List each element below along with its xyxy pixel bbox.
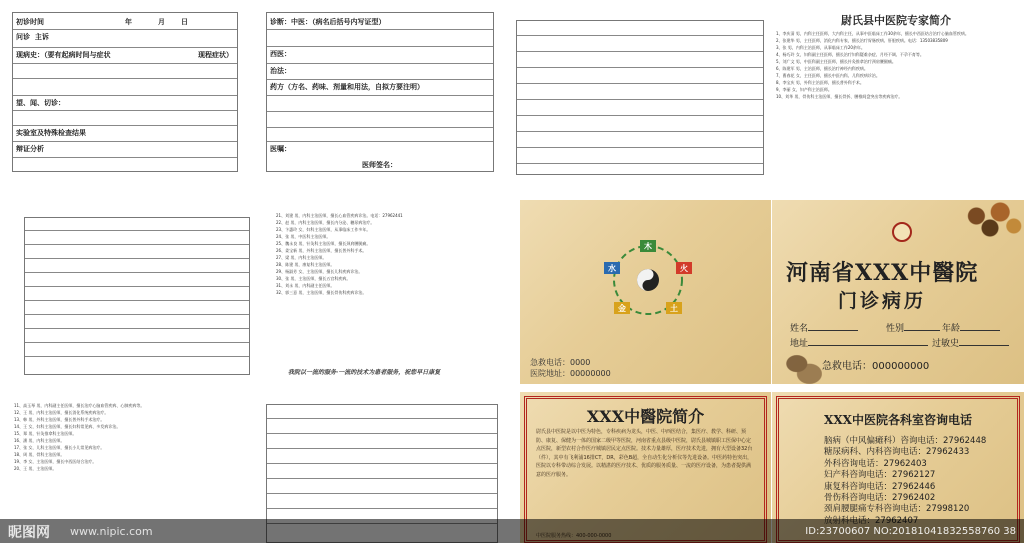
cover-title-2: 门诊病历	[838, 290, 927, 312]
middle-text-panel	[276, 212, 502, 380]
form-line	[13, 157, 237, 158]
diagnosis-form	[266, 12, 494, 172]
wuxing-node-earth	[666, 302, 682, 314]
dept-phone-item: 脑病（中风偏瘫科）咨询电话：27962448	[824, 436, 987, 446]
wuxing-label: 水	[608, 264, 616, 273]
first-visit-form	[12, 12, 238, 172]
line	[517, 51, 763, 52]
line	[517, 99, 763, 100]
lined-page-top	[516, 20, 764, 175]
dept-phone-list	[824, 436, 986, 527]
watermark-bar	[0, 519, 1024, 543]
dept-phone-item: 糖尿病科、内科咨询电话：27962433	[824, 447, 970, 458]
doctor-entry: 32、郭三意 男，主治医师，擅长骨伤科疾病诊治。	[276, 290, 367, 295]
name-field[interactable]	[790, 321, 858, 334]
line	[517, 147, 763, 148]
line	[25, 272, 249, 273]
cover-emergency-label: 急救电话：	[822, 361, 872, 372]
wuxing-node-wood	[640, 240, 656, 252]
doctor-entry: 28、陈建 男，康复科主治医师。	[276, 262, 335, 267]
watermark-logo: 昵图网	[8, 525, 50, 541]
doctor-entry: 18、周 男，骨科主治医师。	[14, 452, 65, 457]
doctor-list-2	[14, 403, 246, 472]
cover-right	[772, 200, 1024, 384]
expert-entry: 4、杨巧玲 女，妇科副主任医师，擅长治疗妇科疑难杂症、月经不调、不孕不育等。	[776, 52, 924, 57]
expert-entry: 7、曹春花 女，主任医师，擅长中医内科、儿科疾病诊治。	[776, 73, 880, 78]
hospital-intro-title: XXX中醫院简介	[586, 407, 705, 426]
watermark-site: www.nipic.com	[70, 525, 153, 538]
dept-phones-title: XXX中医院各科室咨询电话	[824, 413, 972, 427]
line	[267, 463, 497, 464]
dept-phone-item: 妇产科咨询电话：27962127	[824, 470, 936, 481]
doctor-entry: 23、卞惠玲 女，妇科主治医师，从事临床工作多年。	[276, 227, 371, 232]
doctor-entry: 14、王 女，妇科主治医师，擅长妇科常见病、多发病诊治。	[14, 424, 121, 429]
chief-complaint-label: 主诉	[34, 33, 49, 41]
wang-label: 望、闻、切诊：	[16, 99, 65, 107]
allergy-field[interactable]	[932, 336, 1009, 349]
cover-emergency-value: 000000000	[872, 361, 930, 372]
allergy-label: 过敏史	[932, 339, 960, 349]
doctor-entry: 20、王 男，主治医师。	[14, 466, 57, 471]
wuxing-label: 土	[670, 304, 678, 313]
emergency-row	[530, 357, 590, 368]
address-row	[530, 368, 611, 379]
doctor-entry: 17、张 女，儿科主治医师，擅长小儿常见病治疗。	[14, 445, 105, 450]
wuxing-node-fire	[676, 262, 692, 274]
doctor-entry: 29、杨淑芳 女，主治医师，擅长儿科疾病诊治。	[276, 269, 363, 274]
expert-entry: 2、张建华 男，主任医师，消化内科专家，擅长治疗胃肠疾病、肝胆疾病。电话：13503835809	[776, 38, 948, 43]
doctor-entry: 12、王 男，内科主治医师，擅长消化系统疾病治疗。	[14, 410, 109, 415]
prescription-label: 药方（方名、药味、剂量和用法，自拟方要注明）	[270, 83, 424, 91]
form-line	[267, 29, 493, 30]
hospital-intro-body: 尉氏县中医院是以中医为特色，专科疾病为龙头，中医、中西医结合，集医疗、教学、科研、预防、康复、保健为一体的国家二级甲等医院，河南省重点县级中医院，尉氏县城镇职工医保中心定点医院，新型农村合作医疗城镇居民定点医院。技术力量雄厚，医疗技术先进，拥有大型设备32台（件），其中有飞利浦16排CT，DR，彩色B超，全自动生化分析仪等先进设备。中医药特色突出，医院以专科带动综合发展。以精湛的医疗技术、优质的服务质量、一流的医疗设备，为患者提供满意的医疗服务。	[536, 429, 753, 478]
doctor-entry: 15、郑 男，针灸推拿科主治医师。	[14, 431, 77, 436]
cover-emergency-row	[822, 357, 929, 372]
line	[267, 508, 497, 509]
expert-entry: 1、李庆清 男，内科主任医师，大内科主任，从事中医临床工作30余年，擅长中西医结合治疗心脑血管疾病。	[776, 31, 969, 36]
herb-decoration	[956, 200, 1024, 240]
line	[517, 115, 763, 116]
doctor-entry: 22、赵 男，内科主治医师，擅长内分泌、糖尿病治疗。	[276, 220, 375, 225]
doctor-entry: 11、高玉琴 男，内科副主任医师，擅长治疗心脑血管疾病、心肺疾病等。	[14, 403, 145, 408]
month-label: 月	[158, 18, 165, 26]
doctor-entry: 26、姜宝新 男，外科主治医师，擅长普外科手术。	[276, 248, 367, 253]
expert-entry: 8、李宝庆 男，外科主治医师，擅长普外科手术。	[776, 80, 864, 85]
day-label: 日	[181, 18, 188, 26]
form-line	[13, 110, 237, 111]
dept-phone-item: 颈肩腰腿痛专科咨询电话：27998120	[824, 504, 970, 515]
address-label: 地址	[790, 339, 809, 349]
doctor-entry: 19、李 女，主治医师，擅长中西医结合治疗。	[14, 459, 97, 464]
form-line	[13, 63, 237, 64]
western-row	[267, 46, 493, 61]
line	[25, 230, 249, 231]
inquiry-label: 问诊	[16, 33, 30, 41]
wuxing-label: 木	[644, 242, 652, 251]
hospital-emblem-icon	[892, 222, 912, 242]
current-symptoms-label: 现程症状）	[198, 51, 233, 59]
expert-entry: 9、李丽 女，妇产科主治医师。	[776, 87, 832, 92]
line	[267, 433, 497, 434]
expert-entry: 6、陈建军 男，主治医师，擅长治疗神经内科疾病。	[776, 66, 868, 71]
expert-intro-title: 尉氏县中医院专家简介	[841, 14, 951, 27]
wuxing-node-water	[604, 262, 620, 274]
diagnosis-label: 诊断：中医：（病名后括号内写证型）	[270, 18, 386, 26]
lab-row	[13, 125, 237, 140]
address-field[interactable]	[790, 336, 928, 349]
visit-time-label: 初诊时间	[16, 18, 44, 26]
expert-entry: 5、刘广文 男，中医科副主任医师，擅长针灸推拿治疗颈肩腰腿痛。	[776, 59, 896, 64]
age-field[interactable]	[942, 321, 1000, 334]
age-label: 年龄	[942, 324, 961, 334]
line	[517, 35, 763, 36]
history-row	[13, 47, 237, 62]
form-line	[267, 95, 493, 96]
line	[517, 163, 763, 164]
diff-row	[13, 141, 237, 156]
treatment-row	[267, 63, 493, 78]
doctor-illustration	[780, 350, 822, 384]
line	[25, 300, 249, 301]
wang-row	[13, 95, 237, 110]
doctor-note-label: 医嘱：	[270, 145, 291, 153]
slogan: 我院以一流的服务·一流的技术为患者服务，祝您早日康复	[288, 369, 441, 376]
line	[517, 131, 763, 132]
line	[267, 418, 497, 419]
line	[25, 286, 249, 287]
emergency-value: 0000	[570, 358, 591, 367]
line	[517, 83, 763, 84]
emergency-label: 急救电话：	[530, 358, 570, 367]
inquiry-row	[13, 29, 237, 44]
line	[25, 356, 249, 357]
doctor-entry: 30、张 男，主治医师，擅长五官科疾病。	[276, 276, 351, 281]
line	[25, 244, 249, 245]
line	[267, 448, 497, 449]
doctor-entry: 24、张 男，中医科主治医师。	[276, 234, 331, 239]
expert-intro-panel	[776, 12, 1016, 192]
doctor-note-row	[267, 141, 493, 156]
form-line	[267, 111, 493, 112]
wuxing-label: 金	[618, 304, 626, 313]
lined-page-middle	[24, 217, 250, 375]
expert-list	[776, 31, 1016, 100]
gender-label: 性别	[886, 324, 905, 334]
form-line	[267, 127, 493, 128]
wuxing-node-metal	[614, 302, 630, 314]
doctor-sign-label: 医师签名：	[362, 161, 397, 169]
line	[517, 67, 763, 68]
dept-phone-item: 外科咨询电话：27962403	[824, 458, 927, 469]
year-label: 年	[125, 18, 132, 26]
cover-title-1: 河南省XXX中醫院	[786, 260, 979, 286]
line	[25, 328, 249, 329]
doctor-entry: 13、韩 男，外科主治医师，擅长普外科手术治疗。	[14, 417, 105, 422]
form-line	[13, 78, 237, 79]
doctor-entry: 16、潘 男，内科主治医师。	[14, 438, 65, 443]
line	[267, 478, 497, 479]
history-label: 现病史：（要有起病时间与症状	[16, 51, 111, 59]
line	[267, 493, 497, 494]
treatment-label: 治法：	[270, 67, 291, 75]
watermark-id: ID:23700607 NO:20181041832558760 38	[805, 526, 1016, 537]
dept-phone-item: 骨伤科咨询电话：27962402	[824, 493, 936, 504]
cover-left	[520, 200, 771, 384]
diff-label: 辩证分析	[16, 145, 44, 153]
address-value: 00000000	[570, 369, 611, 378]
gender-field[interactable]	[886, 321, 940, 334]
prescription-row	[267, 79, 493, 94]
name-label: 姓名	[790, 324, 809, 334]
doctor-entry: 25、魏永良 男，针灸科主治医师，擅长颈肩腰腿痛。	[276, 241, 371, 246]
doctor-entry: 21、刘建 男，内科主治医师，擅长心血管疾病诊治。电话：27962441	[276, 213, 403, 218]
address-label: 医院地址：	[530, 369, 570, 378]
wuxing-label: 火	[680, 264, 688, 273]
line	[25, 342, 249, 343]
line	[25, 258, 249, 259]
western-label: 西医：	[270, 50, 291, 58]
doctor-list	[276, 213, 502, 296]
lab-label: 实验室及特殊检查结果	[16, 129, 86, 137]
expert-entry: 10、刘华 男，骨伤科主治医师，擅长骨折、腰椎间盘突出等疾病治疗。	[776, 94, 903, 99]
dept-phone-item: 康复科咨询电话：27962446	[824, 481, 936, 492]
doctor-entry: 27、梁 男，内科主治医师。	[276, 255, 327, 260]
expert-entry: 3、张 男，内科主治医师，从事临床工作20余年。	[776, 45, 865, 50]
doctor-entry: 31、刘永 男，内科副主任医师。	[276, 283, 335, 288]
line	[25, 314, 249, 315]
